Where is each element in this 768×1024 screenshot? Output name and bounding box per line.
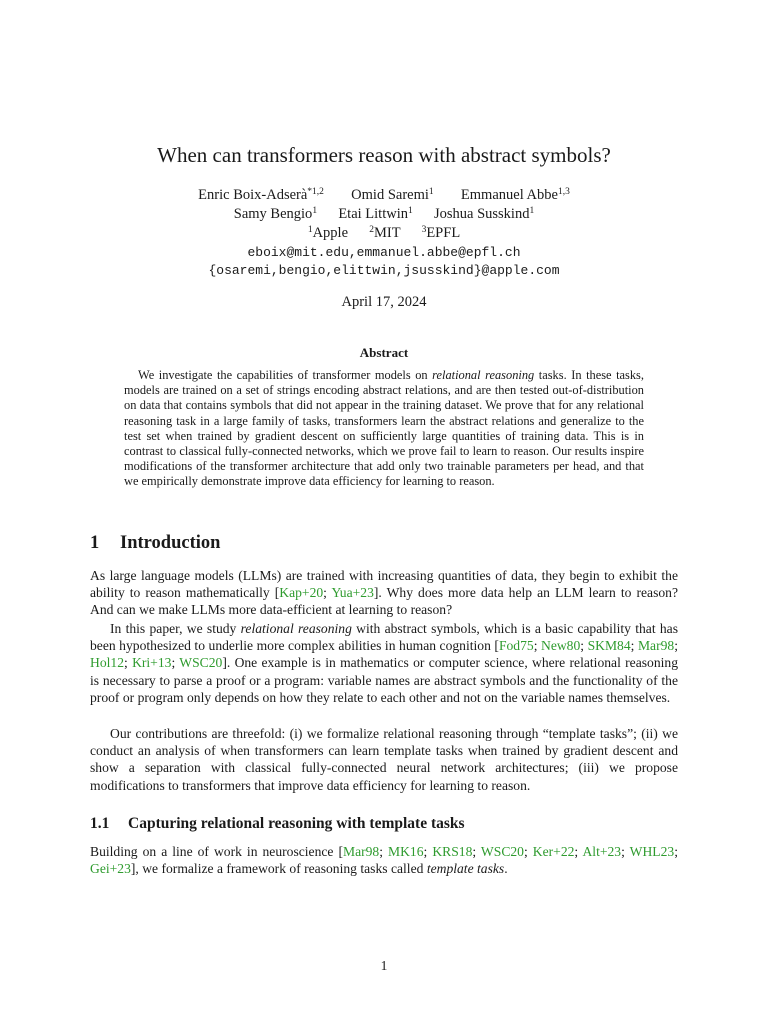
emphasis: template tasks xyxy=(426,861,505,877)
citation-link[interactable]: Gei+23 xyxy=(90,861,131,877)
affiliation-name: MIT xyxy=(374,225,401,241)
text-run: . xyxy=(504,861,508,877)
section-heading-introduction xyxy=(90,533,220,554)
intro-paragraph-2: In this paper, we study relational reasoning with abstract symbols, which is a basic capability that has been hypothesized to underlie more complex abilities in human cognition [Fod75; New80; SKM84; Mar98; Hol12; Kri+13; WSC20]. One example is in mathematics or computer science, where relational reasoning is necessary to parse a proof or a program: variable names are abstract symbols and the functionality of the proof or program only depends on how they relate to each other and not on the variable names themselves. xyxy=(90,621,678,705)
subsection-heading-template-tasks xyxy=(90,815,465,833)
author-line-1 xyxy=(0,187,768,204)
abstract-heading: Abstract xyxy=(359,345,409,360)
section-number: 1 xyxy=(90,533,100,553)
author-name: Samy Bengio xyxy=(233,206,313,222)
abstract-text xyxy=(124,368,644,490)
citation-link[interactable]: Alt+23 xyxy=(582,844,622,859)
email-line-2: {osaremi,bengio,elittwin,jsusskind}@apple.com xyxy=(208,263,560,278)
text-run: ; xyxy=(323,585,332,601)
emphasis: relational reasoning xyxy=(240,621,352,636)
affiliation-mark: 1 xyxy=(307,225,313,235)
author-name: Joshua Susskind xyxy=(433,206,530,222)
subsection-title: Capturing relational reasoning with template tasks xyxy=(128,815,465,832)
paper-date: April 17, 2024 xyxy=(341,294,427,310)
citation-link[interactable]: Mar98 xyxy=(637,638,675,654)
paper-title: When can transformers reason with abstract symbols? xyxy=(157,143,611,167)
abstract-text-part: We investigate the capabilities of transformer models on xyxy=(138,368,433,382)
citation-link[interactable]: KRS18 xyxy=(432,844,473,859)
abstract-text-part: tasks. In these tasks, models are trained on a set of strings encoding abstract relations, and are then tested out-of-distribution on data that contains symbols that did not appear in the training dataset. We prove that for any relational reasoning task in a large family of tasks, transformers learn the abstract relations and generalize to the test set when trained by gradient descent on sufficiently large quantities of training data. This is in contrast to classical fully-connected networks, which we prove fail to learn to reason. Our results inspire modifications of the transformer architecture that add only two trainable parameters per head, and that we empirically demonstrate improve data efficiency for learning to reason. xyxy=(124,368,644,489)
citation-link[interactable]: Yua+23 xyxy=(331,585,374,601)
citation-link[interactable]: Kap+20 xyxy=(279,585,324,601)
author-name: Etai Littwin xyxy=(338,206,408,222)
abstract-emphasis: relational reasoning xyxy=(432,368,535,382)
author-affiliation-mark: 1 xyxy=(312,206,318,216)
text-run: In this paper, we study xyxy=(110,621,241,636)
author-affiliation-mark: 1 xyxy=(407,206,413,216)
subsection-paragraph: Building on a line of work in neuroscience [Mar98; MK16; KRS18; WSC20; Ker+22; Alt+23; WHL23; Gei+23], we formalize a framework of reasoning tasks called template tasks. xyxy=(90,844,678,877)
affiliation-name: EPFL xyxy=(426,225,461,241)
citation-link[interactable]: Hol12 xyxy=(90,655,124,671)
author-affiliation-mark: 1 xyxy=(428,187,434,197)
citation-link[interactable]: Mar98 xyxy=(342,844,380,859)
citation-link[interactable]: MK16 xyxy=(388,844,424,859)
subsection-number: 1.1 xyxy=(90,815,110,832)
text-run: Building on a line of work in neuroscience [ xyxy=(90,844,343,859)
citation-link[interactable]: WSC20 xyxy=(480,844,524,859)
author-affiliation-mark: *1,2 xyxy=(307,187,324,197)
author-name: Emmanuel Abbe xyxy=(460,187,558,203)
email-line-1: eboix@mit.edu,emmanuel.abbe@epfl.ch xyxy=(247,245,521,260)
citation-link[interactable]: Fod75 xyxy=(498,638,534,654)
author-line-2 xyxy=(0,206,768,223)
text-run: ]. One example is in mathematics or computer science, where relational reasoning is necessary to parse a proof or a program: variable names are abstract symbols and the functionality of the proof or program only depends on how they relate to each other and not on the variable names themselves. xyxy=(90,655,678,705)
citation-link[interactable]: New80 xyxy=(541,638,581,654)
affiliation-name: Apple xyxy=(312,225,348,241)
section-title: Introduction xyxy=(120,533,221,553)
intro-paragraph-3: Our contributions are threefold: (i) we formalize relational reasoning through “template tasks”; (ii) we conduct an analysis of when transformers can learn template tasks when trained by gradient descent and show a separation with classical fully-connected neural network architectures; (iii) we propose modifications to transformers that improve data efficiency for learning to reason. xyxy=(90,726,678,793)
intro-paragraph-1 xyxy=(90,567,678,619)
text-run: As large language models (LLMs) are trained with increasing quantities of data, they begin to exhibit the ability to reason mathematically [ xyxy=(90,568,678,601)
affiliations xyxy=(0,225,768,242)
affiliation-mark: 2 xyxy=(369,225,374,235)
citation-link[interactable]: WSC20 xyxy=(179,655,223,671)
text-run: ]. Why does more data help an LLM learn to reason? And can we make LLMs more data-efficient at learning to reason? xyxy=(90,585,679,618)
author-affiliation-mark: 1,3 xyxy=(557,187,570,197)
author-name: Omid Saremi xyxy=(351,187,429,203)
citation-link[interactable]: SKM84 xyxy=(587,638,631,654)
affiliation-mark: 3 xyxy=(421,225,427,235)
author-name: Enric Boix-Adserà xyxy=(198,187,308,203)
page-number: 1 xyxy=(380,958,388,973)
citation-link[interactable]: WHL23 xyxy=(629,844,675,859)
author-affiliation-mark: 1 xyxy=(529,206,535,216)
citation-link[interactable]: Ker+22 xyxy=(532,844,575,859)
text-run: with abstract symbols, which is a basic capability that has been hypothesized to underlie more complex abilities in human cognition [ xyxy=(90,621,678,654)
citation-link[interactable]: Kri+13 xyxy=(132,655,172,671)
text-run: ], we formalize a framework of reasoning tasks called xyxy=(130,861,427,877)
